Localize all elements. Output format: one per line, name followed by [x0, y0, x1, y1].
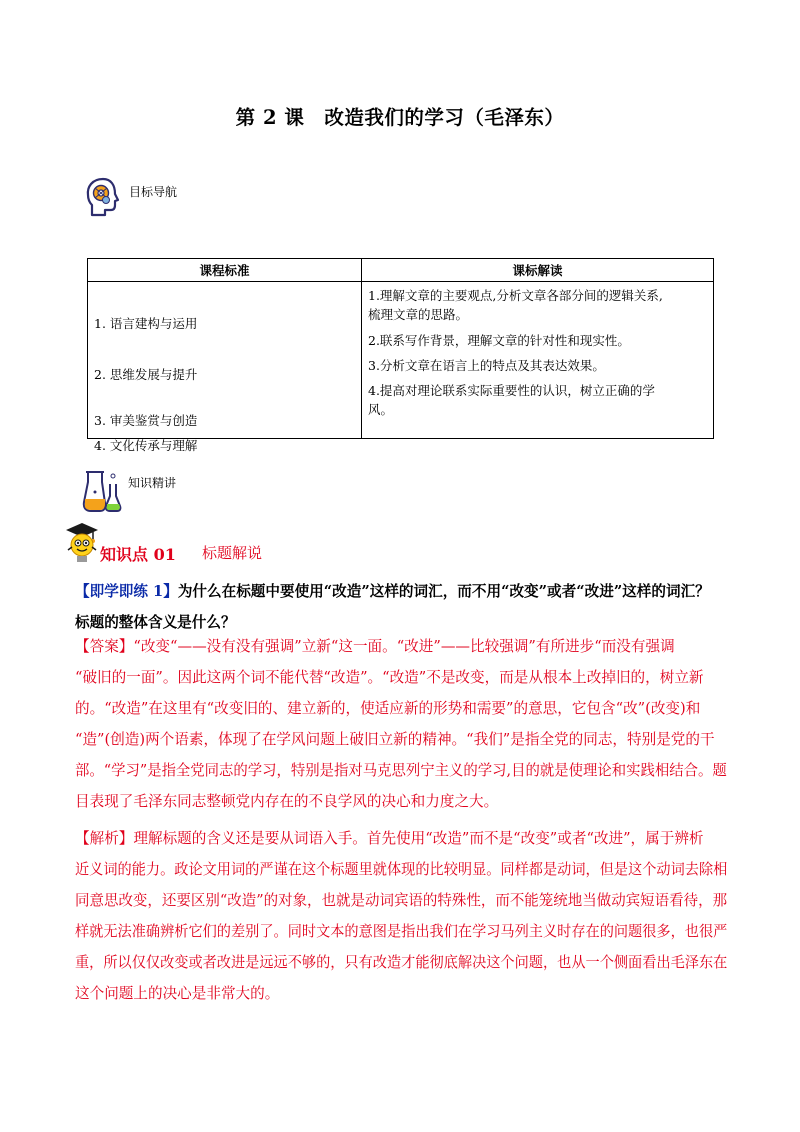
table-header-interpretation: 课标解读 [362, 259, 714, 282]
interpretation-line: 3.分析文章在语言上的特点及其表达效果。 [368, 358, 605, 373]
curriculum-standards-table [87, 258, 714, 453]
knowledge-point-number: 知识点 01 [100, 545, 176, 564]
table-header-standards: 课程标准 [88, 259, 362, 282]
exercise-tag: 【即学即练 1】 [75, 583, 178, 600]
standard-item: 3. 审美鉴赏与创造 [94, 413, 198, 428]
answer-line: “造”(创造)两个语素，体现了在学风问题上破旧立新的精神。“我们”是指全党的同志，特别是党的干 [75, 731, 715, 748]
exercise-answer [75, 631, 727, 817]
interpretation-line: 2.联系写作背景，理解文章的针对性和现实性。 [368, 333, 630, 348]
question-text: 为什么在标题中要使用“改造”这样的词汇，而不用“改变”或者“改进”这样的词汇？ [177, 583, 710, 600]
interpretation-item [368, 381, 707, 419]
interpretation-item [368, 331, 707, 350]
interpretation-line: 梳理文章的思路。 [368, 307, 469, 322]
page-title: 第 2 课 改造我们的学习（毛泽东） [235, 106, 565, 129]
interpretation-item [368, 286, 707, 324]
answer-line: “破旧的一面”。因此这两个词不能代替“改造”。“改造”不是改变，而是从根本上改掉旧的，树立新 [75, 669, 704, 686]
answer-line: 的。“改造”在这里有“改变旧的、建立新的，使适应新的形势和需要”的意思，它包含“改”(改变)和 [75, 700, 701, 717]
analysis-line: 样就无法准确辨析它们的差别了。同时文本的意图是指出我们在学习马列主义时存在的问题很多，也很严 [75, 923, 728, 940]
analysis-line: 【解析】理解标题的含义还是要从词语入手。首先使用“改造”而不是“改变”或者“改进”，属于辨析 [75, 830, 704, 847]
interpretation-cell [362, 282, 714, 439]
lab-flask-icon [82, 468, 122, 514]
analysis-line: 这个问题上的决心是非常大的。 [75, 985, 280, 1002]
answer-line: 部。“学习”是指全党同志的学习，特别是指对马克思列宁主义的学习,目的就是使理论和实践相结合。题 [75, 762, 727, 779]
question-line-1 [75, 576, 727, 607]
standard-item: 1. 语言建构与运用 [94, 316, 198, 331]
standards-cell [88, 282, 362, 453]
question-line-2: 标题的整体含义是什么？ [75, 614, 236, 631]
analysis-line: 重，所以仅仅改变或者改进是远远不够的，只有改造才能彻底解决这个问题，也从一个侧面看出毛泽东在 [75, 954, 728, 971]
interpretation-line: 4.提高对理论联系实际重要性的认识，树立正确的学 [368, 383, 655, 398]
standard-item: 2. 思维发展与提升 [94, 367, 198, 382]
interpretation-line: 风。 [368, 402, 394, 417]
section-label: 知识精讲 [128, 476, 177, 490]
standard-item: 4. 文化传承与理解 [94, 438, 198, 453]
analysis-line: 近义词的能力。政论文用词的严谨在这个标题里就体现的比较明显。同样都是动词，但是这个动词去除相 [75, 861, 728, 878]
exercise-question [75, 576, 727, 638]
exercise-analysis [75, 823, 727, 1009]
knowledge-point-name: 标题解说 [202, 544, 263, 562]
interpretation-line: 1.理解文章的主要观点,分析文章各部分间的逻辑关系, [368, 288, 663, 303]
answer-line: 目表现了毛泽东同志整顿党内存在的不良学风的决心和力度之大。 [75, 793, 499, 810]
analysis-line: 同意思改变，还要区别“改造”的对象，也就是动词宾语的特殊性，而不能笼统地当做动宾短语看待，那 [75, 892, 728, 909]
answer-line: 【答案】“改变“——没有没有强调”立新“这一面。“改进”——比较强调”有所进步“而没有强调 [75, 638, 675, 655]
section-label: 目标导航 [129, 185, 178, 199]
brain-gear-icon [84, 176, 122, 218]
interpretation-item [368, 356, 707, 375]
